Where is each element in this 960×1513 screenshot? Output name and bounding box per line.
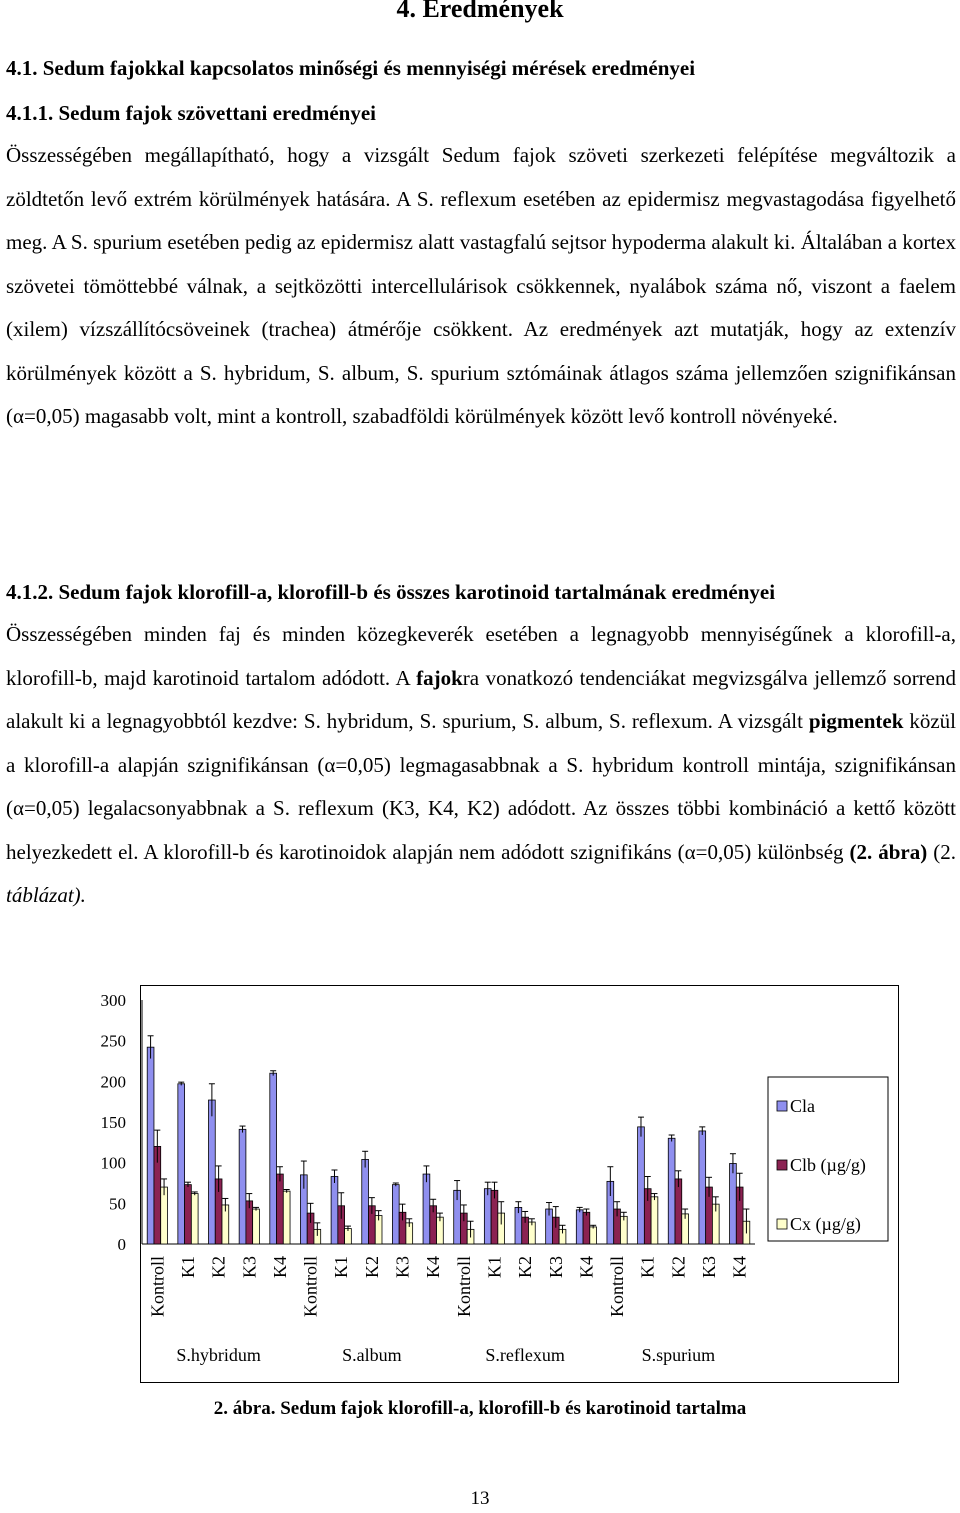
x-tick-label: K2: [668, 1256, 689, 1278]
legend-label-1: Clb (µg/g): [790, 1155, 866, 1175]
figure-caption: 2. ábra. Sedum fajok klorofill-a, klorofill-b és karotinoid tartalma: [213, 1398, 747, 1419]
group-label: S.spurium: [641, 1345, 716, 1365]
legend-swatch-0: [777, 1101, 787, 1111]
x-tick-label: K4: [576, 1256, 597, 1278]
bar-0-8: [392, 1185, 399, 1244]
legend-swatch-1: [777, 1160, 787, 1170]
x-tick-label: Kontroll: [453, 1256, 474, 1317]
bar-0-6: [331, 1176, 338, 1244]
bar-0-17: [668, 1138, 675, 1244]
bar-0-16: [638, 1127, 645, 1244]
bar-1-4: [277, 1174, 284, 1244]
bar-0-4: [270, 1073, 277, 1244]
y-tick-label: 200: [100, 1072, 126, 1092]
bar-0-14: [576, 1210, 583, 1244]
figure-reference: (2. ábra): [849, 839, 928, 864]
legend-label-2: Cx (µg/g): [790, 1214, 861, 1234]
bar-1-17: [675, 1179, 682, 1244]
x-tick-label: Kontroll: [147, 1256, 168, 1317]
x-tick-label: Kontroll: [607, 1256, 628, 1317]
bar-2-4: [283, 1191, 290, 1244]
x-tick-label: K2: [208, 1256, 229, 1278]
x-tick-label: K2: [515, 1256, 536, 1278]
x-tick-label: K1: [484, 1256, 505, 1278]
y-tick-label: 300: [100, 991, 126, 1010]
paragraph-2-bold-1: fajok: [416, 665, 463, 690]
paragraph-2-text-4: (2.: [927, 839, 956, 864]
table-reference: táblázat).: [6, 883, 86, 907]
x-tick-label: K3: [699, 1256, 720, 1278]
y-tick-label: 50: [109, 1194, 126, 1214]
y-tick-label: 150: [100, 1113, 126, 1132]
group-label: S.album: [342, 1345, 402, 1365]
y-tick-label: 100: [100, 1153, 126, 1173]
chapter-title: 4. Eredmények: [396, 0, 564, 23]
bar-2-12: [528, 1222, 535, 1244]
x-tick-label: K4: [423, 1256, 444, 1278]
section-title: 4.1. Sedum fajokkal kapcsolatos minőségi és mennyiségi mérések eredményei: [6, 56, 696, 80]
bar-2-3: [253, 1209, 260, 1244]
x-tick-label: K2: [361, 1256, 382, 1278]
bar-0-2: [209, 1100, 216, 1244]
bar-1-1: [185, 1185, 192, 1244]
page-number: 13: [470, 1488, 490, 1509]
bar-2-1: [191, 1194, 198, 1244]
legend-label-0: Cla: [790, 1096, 815, 1116]
bar-0-7: [362, 1159, 369, 1244]
bar-1-14: [583, 1212, 590, 1244]
x-tick-label: K3: [545, 1256, 566, 1278]
paragraph-2-bold-2: pigmentek: [808, 709, 904, 733]
bar-2-14: [590, 1227, 597, 1244]
paragraph-1: Összességében megállapítható, hogy a vizsgált Sedum fajok szöveti szerkezeti felépítése megváltozik a zöldtetőn levő extrém körülmények hatására. A S. reflexum esetében az epidermisz megvastagodása figyelhető meg. A S. spurium esetében pedig az epidermisz alatt vastagfalú sejtsor hypoderma alakult ki. Általában a kortex szövetei tömöttebbé válnak, a sejtközötti intercellulárisok csökkennek, nyalábok száma nő, viszont a faelem (xilem) vízszállítócsöveinek (trachea) átmérője csökkent. Az eredmények azt mutatják, hogy az extenzív körülmények között a S. hybridum, S. album, S. spurium sztómáinak átlagos száma jellemzően szignifikánsan (α=0,05) magasabb volt, mint a kontroll, szabadföldi körülmények között levő kontroll növényeké.: [6, 143, 956, 428]
paragraph-2-text-2: ra vonatkozó tendenciákat megvizsgálva jellemző sorrend alakult ki a legnagyobbtól kezdve: S. hybridum, S. spurium, S. album, S. reflexum. A vizsgált: [6, 665, 956, 733]
y-tick-label: 250: [100, 1031, 126, 1051]
subsection-title-2: 4.1.2. Sedum fajok klorofill-a, klorofill-b és összes karotinoid tartalmának eredményei: [6, 580, 776, 604]
bar-0-0: [147, 1047, 154, 1244]
x-tick-label: K3: [392, 1256, 413, 1278]
x-tick-label: K4: [729, 1256, 750, 1278]
pigment-chart-svg: [100, 985, 900, 1385]
bar-2-15: [620, 1216, 627, 1244]
bar-0-19: [730, 1163, 737, 1244]
group-label: S.reflexum: [485, 1345, 565, 1365]
x-tick-label: K1: [177, 1256, 198, 1278]
bar-0-3: [239, 1129, 246, 1244]
bar-0-1: [178, 1084, 185, 1244]
legend-swatch-2: [777, 1219, 787, 1229]
group-label: S.hybridum: [176, 1345, 261, 1365]
pigment-chart: [100, 985, 900, 1385]
paragraph-2-text-1: Összességében minden faj és minden közegkeverék esetében a legnagyobb mennyiségűnek a klorofill-a, klorofill-b, majd karotinoid tartalom adódott. A: [6, 622, 956, 690]
x-tick-label: Kontroll: [300, 1256, 321, 1317]
x-tick-label: K4: [269, 1256, 290, 1278]
x-tick-label: K1: [331, 1256, 352, 1278]
paragraph-2-text-3: közül a klorofill-a alapján szignifikánsan (α=0,05) legmagasabbnak a S. hybridum kontroll mintája, szignifikánsan (α=0,05) legalacsonyabbnak a S. reflexum (K3, K4, K2) adódott. Az összes többi kombináció a kettő között helyezkedett el. A klorofill-b és karotinoidok alapján nem adódott szignifikáns (α=0,05) különbség: [6, 709, 956, 864]
x-tick-label: K3: [239, 1256, 260, 1278]
bar-2-0: [161, 1187, 168, 1244]
paragraph-2: [6, 613, 956, 918]
subsection-title-1: 4.1.1. Sedum fajok szövettani eredményei: [6, 101, 376, 125]
y-tick-label: 0: [117, 1235, 126, 1254]
bar-0-9: [423, 1174, 430, 1244]
bar-0-11: [484, 1189, 491, 1244]
bar-2-16: [651, 1197, 658, 1244]
bar-0-18: [699, 1131, 706, 1244]
x-tick-label: K1: [637, 1256, 658, 1278]
